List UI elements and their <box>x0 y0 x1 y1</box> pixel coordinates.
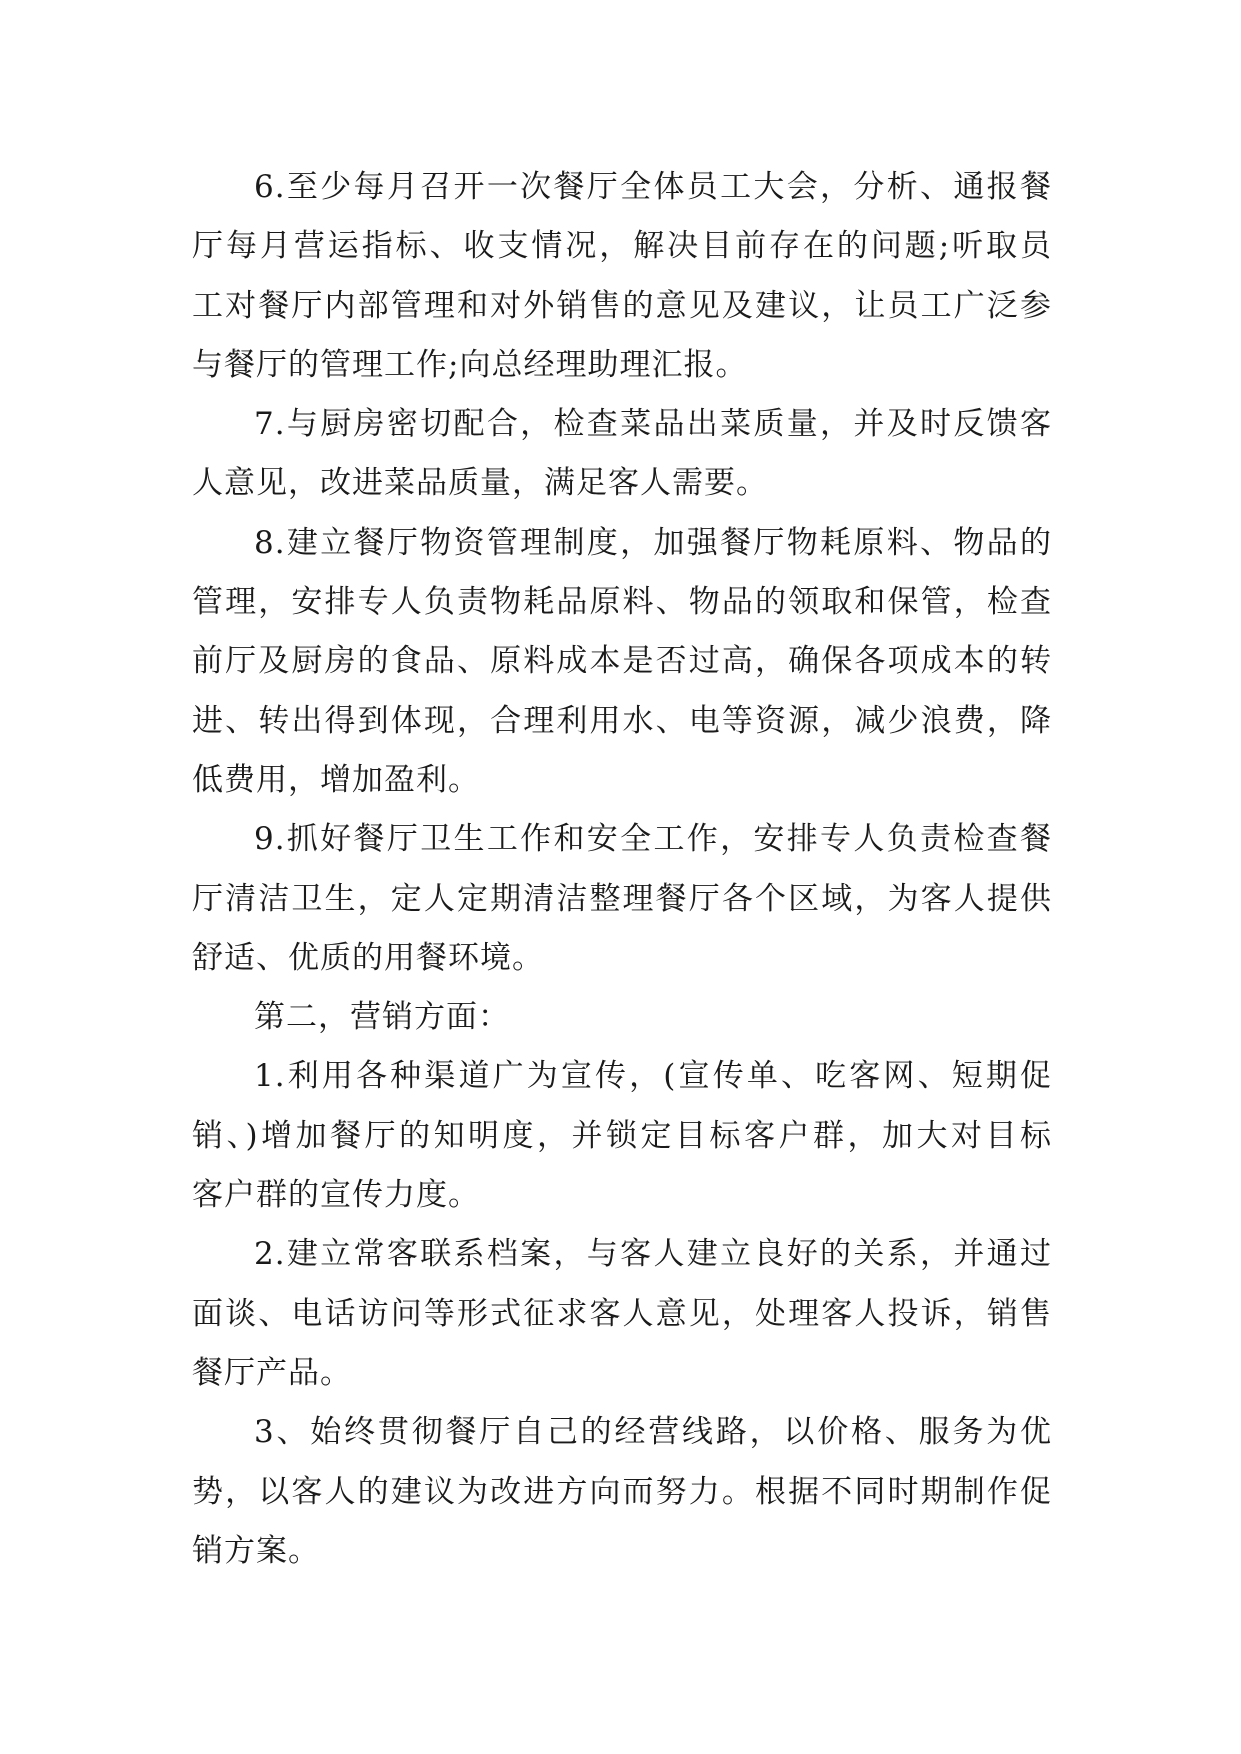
paragraph-marketing-2 <box>192 1225 1052 1403</box>
text-line: 厅清洁卫生，定人定期清洁整理餐厅各个区域，为客人提供 <box>192 880 1052 917</box>
text-line: 与餐厅的管理工作;向总经理助理汇报。 <box>192 346 748 383</box>
text-line: 2.建立常客联系档案，与客人建立良好的关系，并通过 <box>254 1236 1052 1273</box>
text-line: 舒适、优质的用餐环境。 <box>192 939 544 976</box>
text-line: 餐厅产品。 <box>192 1354 352 1391</box>
paragraph-marketing-3 <box>192 1403 1052 1581</box>
text-line: 8.建立餐厅物资管理制度，加强餐厅物耗原料、物品的 <box>254 524 1052 561</box>
text-line: 前厅及厨房的食品、原料成本是否过高，确保各项成本的转 <box>192 643 1052 680</box>
paragraph-item-7 <box>192 395 1052 514</box>
section-heading: 第二，营销方面： <box>254 999 510 1036</box>
text-line: 9.抓好餐厅卫生工作和安全工作，安排专人负责检查餐 <box>254 821 1052 858</box>
section-heading-marketing <box>192 988 1052 1047</box>
text-line: 低费用，增加盈利。 <box>192 761 480 798</box>
text-line: 厅每月营运指标、收支情况，解决目前存在的问题;听取员 <box>192 228 1052 265</box>
paragraph-item-9 <box>192 810 1052 988</box>
text-line: 销方案。 <box>192 1532 320 1569</box>
text-line: 7.与厨房密切配合，检查菜品出菜质量，并及时反馈客 <box>254 406 1052 443</box>
paragraph-item-8 <box>192 514 1052 810</box>
paragraph-item-6 <box>192 158 1052 395</box>
text-line: 面谈、电话访问等形式征求客人意见，处理客人投诉，销售 <box>192 1295 1052 1332</box>
text-line: 管理，安排专人负责物耗品原料、物品的领取和保管，检查 <box>192 584 1052 621</box>
text-line: 1.利用各种渠道广为宣传，(宣传单、吃客网、短期促 <box>254 1058 1052 1095</box>
text-line: 销、)增加餐厅的知明度，并锁定目标客户群，加大对目标 <box>192 1117 1052 1154</box>
text-line: 工对餐厅内部管理和对外销售的意见及建议，让员工广泛参 <box>192 287 1052 324</box>
text-line: 6.至少每月召开一次餐厅全体员工大会，分析、通报餐 <box>254 169 1052 205</box>
paragraph-marketing-1 <box>192 1047 1052 1225</box>
text-line: 3、始终贯彻餐厅自己的经营线路，以价格、服务为优 <box>254 1414 1052 1451</box>
text-line: 进、转出得到体现，合理利用水、电等资源，减少浪费，降 <box>192 702 1052 739</box>
text-line: 势，以客人的建议为改进方向而努力。根据不同时期制作促 <box>192 1473 1052 1510</box>
text-line: 人意见，改进菜品质量，满足客人需要。 <box>192 465 768 502</box>
body-text <box>192 158 1052 1581</box>
text-line: 客户群的宣传力度。 <box>192 1177 480 1214</box>
